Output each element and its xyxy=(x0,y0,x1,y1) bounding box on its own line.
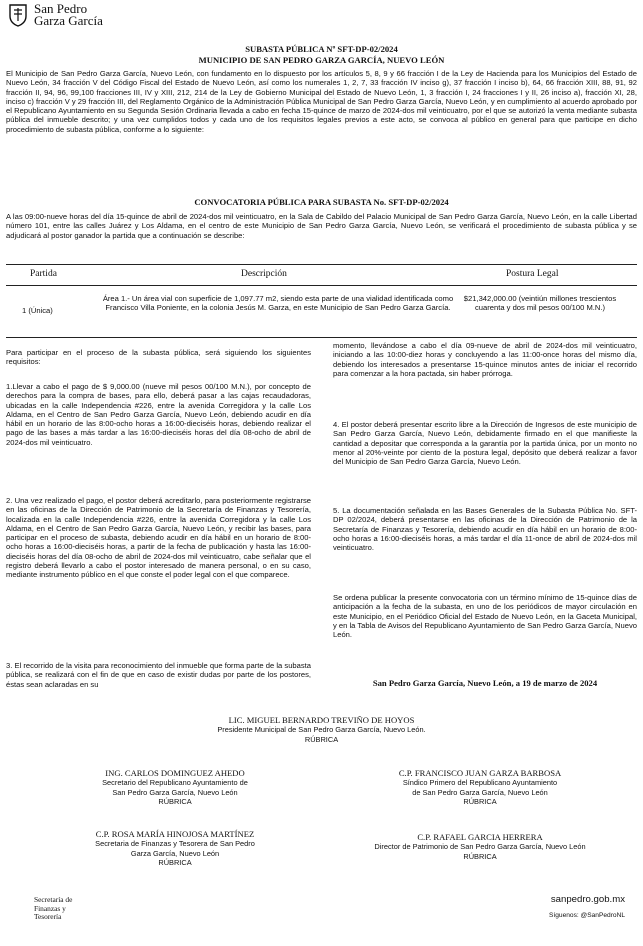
footer-dept-line: Tesorería xyxy=(34,912,62,922)
signature-name: ING. CARLOS DOMINGUEZ AHEDO xyxy=(105,768,245,778)
signature-name: C.P. FRANCISCO JUAN GARZA BARBOSA xyxy=(398,768,562,778)
signature-rubrica: RÚBRICA xyxy=(158,796,192,806)
signature-role: Presidente Municipal de San Pedro Garza García, Nuevo León. xyxy=(217,725,426,735)
signature-name: C.P. RAFAEL GARCIA HERRERA xyxy=(417,832,543,842)
signature-main xyxy=(0,715,643,744)
requirement-3-continued: momento, llevándose a cabo el día 09-nueve de abril de 2024-dos mil veinticuatro, iniciando a las 10:00-diez horas y concluyendo a las 11:00-once horas del mismo día, debiendo los interesados a presentarse 15-quince minutos antes de iniciar el recorrido para comenzar a la hora pactada, sin haber prórroga. xyxy=(333,341,637,378)
signature-name: LIC. MIGUEL BERNARDO TREVIÑO DE HOYOS xyxy=(228,715,415,725)
footer-dept-line: Finanzas y xyxy=(34,903,66,913)
signature-treasurer xyxy=(40,829,310,867)
signature-patrimony-director xyxy=(330,832,630,861)
requirements-intro: Para participar en el proceso de la subasta pública, será siguiendo los siguientes requisitos: xyxy=(6,348,311,367)
footer-dept-line: Secretaría de xyxy=(34,895,73,904)
signature-rubrica: RÚBRICA xyxy=(463,796,497,806)
requirement-4: 4. El postor deberá presentar escrito libre a la Dirección de Ingresos de este municipio de San Pedro Garza García, Nuevo León, debidamente firmado en el que manifieste la cantidad a depositar que corresponda a la garantía por la partida única, por un monto no menor al 20%-veinte por ciento de la postura legal, depósito que deberá realizar a favor del Municipio de San Pedro Garza García, Nuevo León. xyxy=(333,420,637,466)
signature-syndic xyxy=(345,768,615,806)
signature-role: Secretaria de Finanzas y Tesorera de San Pedro xyxy=(95,839,255,849)
document-title: SUBASTA PÚBLICA Nº SFT-DP-02/2024 xyxy=(245,44,398,54)
document-subtitle: MUNICIPIO DE SAN PEDRO GARZA GARCÍA, NUEVO LEÓN xyxy=(198,55,445,65)
signature-rubrica: RÚBRICA xyxy=(158,857,192,867)
signature-rubrica: RÚBRICA xyxy=(304,734,339,744)
requirement-3: 3. El recorrido de la visita para reconocimiento del inmueble que forma parte de la subasta pública, se realizará con el fin de que en caso de existir dudas por parte de los postores, éstas sean aclaradas en su xyxy=(6,661,311,689)
brand-line-2: Garza García xyxy=(34,13,103,28)
table-row xyxy=(6,286,637,338)
cell-partida: 1 (Única) xyxy=(22,306,53,315)
signature-role: Síndico Primero del Republicano Ayuntamiento xyxy=(402,778,558,788)
requirement-2: 2. Una vez realizado el pago, el postor deberá acreditarlo, para posteriormente registrarse en las oficinas de la Dirección de Patrimonio de la Secretaría de Finanzas y Tesorería, localizada en la calle Independencia #226, entre la avenida Corregidora y la calle Los Aldama, en el Centro de San Pedro Garza García, Nuevo León, y recibir las bases, para participar en el proceso de subasta, debiendo acudir en día hábil en un horario de 8:00-ocho horas a 16:00-dieciséis horas, a partir de la fecha de publicación y hasta las 16:00-dieciséis horas del día 08-ocho de abril de 2024-dos mil veinticuatro, cabe señalar que el registro deberá llevarlo a cabo el postor interesado de manera personal, o en su caso, mediante instrumento público en el que conste el poder legal con el que comparece. xyxy=(6,496,311,579)
footer-department xyxy=(34,896,72,922)
column-header-postura: Postura Legal xyxy=(506,269,559,279)
requirement-1: 1.Llevar a cabo el pago de $ 9,000.00 (nueve mil pesos 00/100 M.N.), por concepto de derechos para la compra de bases, para ello, deberá pasar a las cajas recaudadoras, ubicadas en la calle Independencia #226, entre la avenida Corregidora y la calle Los Aldama, en el Centro de San Pedro Garza García, Nuevo León, debiendo acudir en día hábil en un horario de las 8:00-ocho horas a 16:00-dieciséis horas, debiendo realizar el pago de las bases a más tardar a las 16:00-dieciséis horas del día 08-ocho de abril de 2024-dos mil veinticuatro. xyxy=(6,382,311,447)
convocatoria-title: CONVOCATORIA PÚBLICA PARA SUBASTA No. SFT-DP-02/2024 xyxy=(194,197,449,207)
signature-role: Director de Patrimonio de San Pedro Garza García, Nuevo León xyxy=(374,842,586,852)
requirement-5: 5. La documentación señalada en las Bases Generales de la Subasta Pública No. SFT-DP 02/2024, deberá presentarse en las oficinas de la Dirección de Patrimonio de la Secretaría de Finanzas y Tesorería, debiendo acudir en día hábil en un horario de 8:00-ocho horas a 16:00-dieciséis horas, a más tardar el día 11-once de abril de 2024-dos mil veinticuatro. xyxy=(333,506,637,552)
brand-name xyxy=(34,3,103,27)
footer-website[interactable]: sanpedro.gob.mx xyxy=(550,894,625,905)
cell-descripcion: Área 1.- Un área vial con superficie de 1,097.77 m2, siendo esta parte de una vialidad identificada como Francisco Villa Poniente, en la colonia Jesús M. Garza, en este Municipio de San Pedro Garza García. xyxy=(102,294,454,313)
municipal-shield-icon xyxy=(8,3,28,27)
signature-rubrica: RÚBRICA xyxy=(463,851,497,861)
table-header xyxy=(6,264,637,286)
cell-postura: $21,342,000.00 (veintiún millones trescientos cuarenta y dos mil pesos 00/100 M.N.) xyxy=(463,294,617,313)
footer-social: Síguenos: @SanPedroNL xyxy=(549,912,625,919)
column-header-partida: Partida xyxy=(30,269,57,279)
signature-secretary xyxy=(40,768,310,806)
convocatoria-paragraph: A las 09:00-nueve horas del día 15-quince de abril de 2024-dos mil veinticuatro, en la Sala de Cabildo del Palacio Municipal de San Pedro Garza García, Nuevo León, en la calle Libertad número 101, entre las calles Juárez y Los Aldama, en el centro de este Municipio de San Pedro Garza García, Nuevo León, se verificará el procedimiento de subasta pública y se adjudicará al postor ganador la partida que a continuación se describe: xyxy=(6,212,637,240)
signature-role: Garza García, Nuevo León xyxy=(130,848,220,858)
publication-order: Se ordena publicar la presente convocatoria con un término mínimo de 15-quince días de anticipación a la fecha de la subasta, en uno de los periódicos de mayor circulación en este Municipio, en el Periódico Oficial del Estado de Nuevo León, en la Gaceta Municipal, y en la Tabla de Avisos del Republicano Ayuntamiento de San Pedro Garza García, Nuevo León. xyxy=(333,593,637,639)
column-header-descripcion: Descripción xyxy=(241,269,287,279)
intro-paragraph: El Municipio de San Pedro Garza García, Nuevo León, con fundamento en lo dispuesto por los artículos 5, 8, 9 y 66 fracción I de la Ley de Hacienda para los Municipios del Estado de Nuevo León, 34 fracción V del Código Fiscal del Estado de Nuevo León, así como los numerales 1, 2, 7, 33 fracción IV inciso g), 37 fracción I inciso b), 64, 66 fracción XIII, 88, 91, 92 fracción II, 94, 96, 99,100 fracciones III, IV y XIII, 212, 214 de la Ley de Gobierno Municipal del Estado de Nuevo León, 1, 3 fracción I, 24 fracciones I y II, 26 inciso a), fracción XI, 28, inciso c) fracción V y 29 fracción III, del Reglamento Orgánico de la Administración Pública Municipal de San Pedro Garza García, Nuevo León, y en cumplimiento al acuerdo aprobado por el Republicano Ayuntamiento en su Segunda Sesión Ordinaria llevada a cabo en fecha 15-quince de marzo de 2024-dos mil veinticuatro, por el que se autorizó la venta mediante subasta pública del inmueble descrito; y una vez cumplidos todos y cada uno de los requisitos legales previos a este acto, se convoca al público en general para que participe en dicho procedimiento de subasta pública, conforme a lo siguiente: xyxy=(6,69,637,134)
signature-role: San Pedro Garza García, Nuevo León xyxy=(112,787,238,797)
brand-line-1: San Pedro xyxy=(34,1,88,16)
signature-name: C.P. ROSA MARÍA HINOJOSA MARTÍNEZ xyxy=(95,829,255,839)
header xyxy=(8,3,103,27)
date-line: San Pedro Garza García, Nuevo León, a 19 de marzo de 2024 xyxy=(372,678,598,688)
signature-role: de San Pedro Garza García, Nuevo León xyxy=(412,787,548,797)
signature-role: Secretario del Republicano Ayuntamiento de xyxy=(102,778,248,788)
